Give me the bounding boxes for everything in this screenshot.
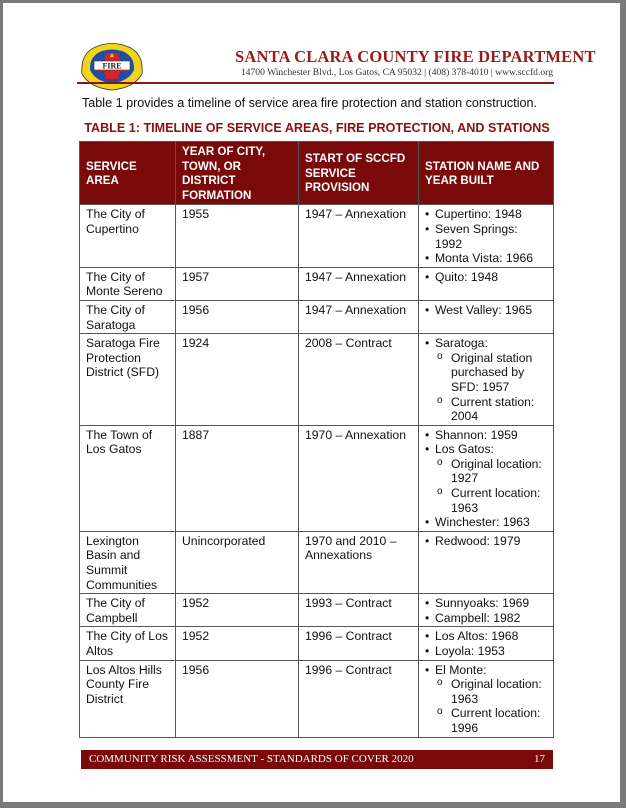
- station-list: [425, 207, 548, 265]
- station-list: [425, 596, 548, 625]
- station-item: [435, 251, 548, 266]
- stations-cell: [419, 205, 554, 267]
- station-label: Cupertino: 1948: [435, 207, 522, 222]
- station-item: [435, 644, 548, 659]
- station-item: [435, 596, 548, 611]
- service-area-cell: The Town of Los Gatos: [80, 425, 176, 531]
- formation-year-cell: 1952: [176, 627, 299, 660]
- formation-year-cell: 1956: [176, 300, 299, 333]
- station-label: West Valley: 1965: [435, 302, 533, 317]
- table-row: [80, 531, 554, 593]
- station-sub-item: o Original location: 1927: [451, 457, 548, 486]
- station-list: [425, 303, 548, 318]
- table-row: [80, 300, 554, 333]
- service-area-cell: Lexington Basin and Summit Communities: [80, 531, 176, 593]
- table-header-row: [80, 142, 554, 205]
- stations-cell: [419, 660, 554, 737]
- column-header-formation-year: YEAR OF CITY, TOWN, OR DISTRICT FORMATION: [176, 142, 299, 205]
- formation-year-cell: 1887: [176, 425, 299, 531]
- station-label: Loyola: 1953: [435, 644, 505, 658]
- stations-cell: [419, 425, 554, 531]
- service-start-cell: 1947 – Annexation: [299, 300, 419, 333]
- stations-cell: [419, 594, 554, 627]
- stations-cell: [419, 627, 554, 660]
- station-label: Saratoga:: [435, 336, 488, 351]
- formation-year-cell: 1924: [176, 334, 299, 426]
- stations-cell: [419, 267, 554, 300]
- service-start-cell: 1996 – Contract: [299, 627, 419, 660]
- column-header-service-start: START OF SCCFD SERVICE PROVISION: [299, 142, 419, 205]
- station-item: [435, 515, 548, 530]
- table-row: [80, 425, 554, 531]
- table-row: [80, 594, 554, 627]
- station-sub-item: o Original location: 1963: [451, 677, 548, 706]
- service-start-cell: 1947 – Annexation: [299, 205, 419, 267]
- station-label: Shannon: 1959: [435, 427, 518, 442]
- formation-year-cell: 1952: [176, 594, 299, 627]
- timeline-table: [79, 141, 554, 738]
- station-item: [435, 303, 548, 318]
- station-label: Winchester: 1963: [435, 515, 530, 530]
- station-item: [435, 207, 548, 222]
- station-item: [435, 270, 548, 285]
- column-header-service-area: SERVICE AREA: [80, 142, 176, 205]
- footer-title: COMMUNITY RISK ASSESSMENT - STANDARDS OF COVER 2020: [89, 753, 414, 765]
- stations-cell: [419, 334, 554, 426]
- formation-year-cell: 1956: [176, 660, 299, 737]
- stations-cell: [419, 531, 554, 593]
- station-list: [425, 534, 548, 549]
- service-area-cell: The City of Cupertino: [80, 205, 176, 267]
- station-label: Los Altos: 1968: [435, 629, 519, 644]
- table-row: [80, 267, 554, 300]
- table-row: [80, 334, 554, 426]
- station-list: [425, 428, 548, 530]
- service-area-cell: The City of Los Altos: [80, 627, 176, 660]
- formation-year-cell: 1957: [176, 267, 299, 300]
- station-sub-list: [435, 457, 548, 515]
- service-start-cell: 1970 – Annexation: [299, 425, 419, 531]
- station-label: Sunnyoaks: 1969: [435, 596, 530, 611]
- service-area-cell: The City of Monte Sereno: [80, 267, 176, 300]
- document-page: [3, 3, 620, 802]
- station-item: [435, 663, 548, 736]
- station-sub-item: o Current station: 2004: [451, 395, 548, 424]
- station-item: [435, 534, 548, 549]
- service-area-cell: Los Altos Hills County Fire District: [80, 660, 176, 737]
- station-list: [425, 270, 548, 285]
- station-list: [425, 629, 548, 658]
- station-label: El Monte:: [435, 662, 487, 677]
- logo-fire-text: FIRE: [102, 61, 122, 71]
- station-sub-list: [435, 351, 548, 424]
- service-area-cell: Saratoga Fire Protection District (SFD): [80, 334, 176, 426]
- station-label: Campbell: 1982: [435, 610, 521, 625]
- service-start-cell: 1996 – Contract: [299, 660, 419, 737]
- station-label: Monta Vista: 1966: [435, 251, 534, 266]
- footer-bar: [81, 750, 553, 769]
- organization-address: 14700 Winchester Blvd., Los Gatos, CA 95032 | (408) 378-4010 | www.sccfd.org: [240, 67, 553, 78]
- organization-name: SANTA CLARA COUNTY FIRE DEPARTMENT: [235, 47, 596, 66]
- header-divider: [77, 82, 554, 84]
- formation-year-cell: 1955: [176, 205, 299, 267]
- column-header-stations: STATION NAME AND YEAR BUILT: [419, 142, 554, 205]
- intro-paragraph: Table 1 provides a timeline of service area fire protection and station construction.: [82, 96, 538, 110]
- station-list: [425, 663, 548, 736]
- page-number: 17: [534, 753, 545, 765]
- table-row: [80, 205, 554, 267]
- station-list: [425, 336, 548, 424]
- service-start-cell: 1970 and 2010 – Annexations: [299, 531, 419, 593]
- service-area-cell: The City of Campbell: [80, 594, 176, 627]
- service-start-cell: 1993 – Contract: [299, 594, 419, 627]
- station-item: [435, 611, 548, 626]
- station-item: [435, 428, 548, 443]
- station-label: Seven Springs: 1992: [435, 221, 518, 251]
- service-start-cell: 1947 – Annexation: [299, 267, 419, 300]
- station-sub-item: o Original station purchased by SFD: 1957: [451, 351, 548, 395]
- stations-cell: [419, 300, 554, 333]
- station-sub-list: [435, 677, 548, 735]
- station-item: [435, 442, 548, 515]
- station-label: Quito: 1948: [435, 269, 499, 284]
- table-title: TABLE 1: TIMELINE OF SERVICE AREAS, FIRE PROTECTION, AND STATIONS: [84, 121, 550, 135]
- formation-year-cell: Unincorporated: [176, 531, 299, 593]
- service-start-cell: 2008 – Contract: [299, 334, 419, 426]
- station-item: [435, 222, 548, 251]
- station-sub-item: o Current location: 1963: [451, 486, 548, 515]
- table-row: [80, 627, 554, 660]
- station-label: Redwood: 1979: [435, 533, 521, 548]
- station-label: Los Gatos:: [435, 442, 494, 457]
- table-row: [80, 660, 554, 737]
- station-item: [435, 336, 548, 424]
- fire-department-logo: [76, 40, 148, 92]
- service-area-cell: The City of Saratoga: [80, 300, 176, 333]
- station-item: [435, 629, 548, 644]
- station-sub-item: o Current location: 1996: [451, 706, 548, 735]
